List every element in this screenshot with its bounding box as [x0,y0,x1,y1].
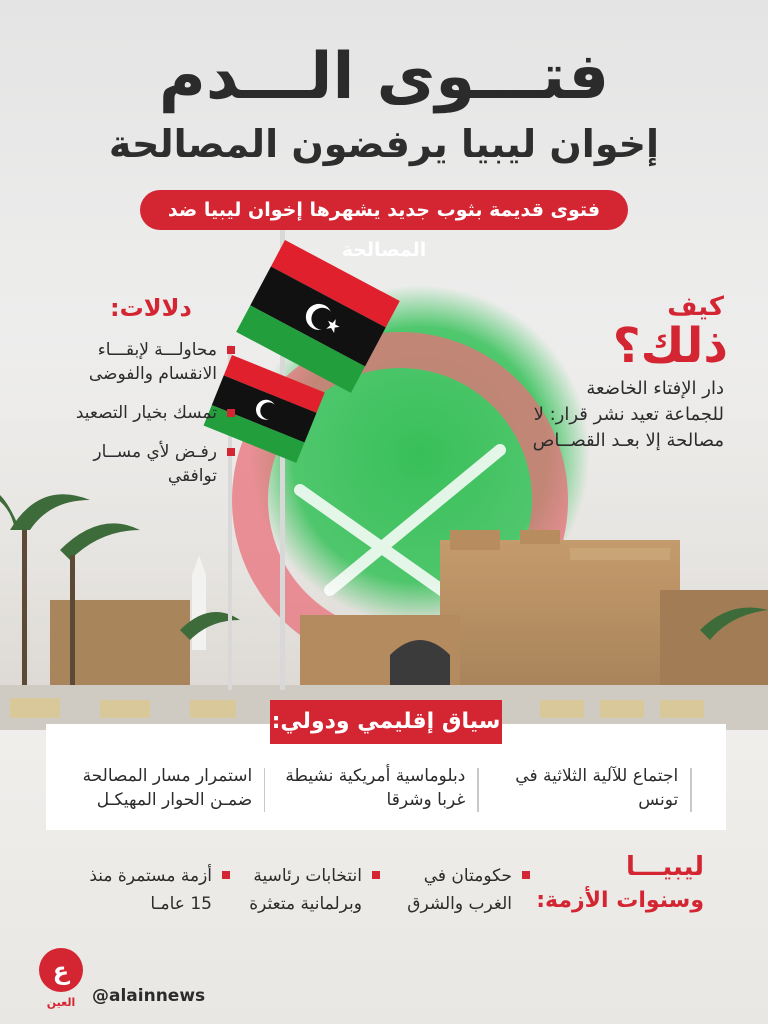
divider [264,768,265,812]
indication-item: رفـض لأي مســار توافقي [40,440,235,488]
square-bullet-icon [372,871,380,879]
context-item: استمرار مسار المصالحة ضمـن الحوار المهيكـل [66,764,279,830]
how-label-big: ذلك؟ [612,318,728,374]
square-bullet-icon [227,409,235,417]
how-description: دار الإفتاء الخاضعة للجماعة تعيد نشر قرار: لا مصالحة إلا بعـد القصــاص [532,378,724,451]
page-title: فتـــوى الـــدم [158,40,610,114]
crisis-item: حكومتان في الغرب والشرق [380,862,530,918]
tagline-banner: فتوى قديمة بثوب جديد يشهرها إخوان ليبيا ضد المصالحة [140,190,628,230]
square-bullet-icon [227,346,235,354]
context-item: دبلوماسية أمريكية نشيطة غربا وشرقا [279,764,492,830]
crisis-item: أزمة مستمرة منذ 15 عامـا [80,862,230,918]
divider [690,768,692,812]
indication-item: محاولـــة لإبقـــاء الانقسام والفوضى [40,338,235,386]
alain-logo-icon [34,946,88,1012]
context-title: سياق إقليمي ودولي: [270,700,502,744]
divider [477,768,478,812]
social-handle: @alainnews [92,986,206,1006]
context-item: اجتماع للآلية الثلاثية في تونس [493,764,706,830]
page-subtitle: إخوان ليبيا يرفضون المصالحة [108,122,660,166]
svg-text:ع: ع [52,957,70,985]
crisis-title-line1: ليبيـــا [625,852,704,882]
square-bullet-icon [522,871,530,879]
crisis-title-line2: وسنوات الأزمة: [536,888,704,913]
square-bullet-icon [222,871,230,879]
indication-item: تمسك بخيار التصعيد [40,401,235,425]
indications-title: دلالات: [110,294,192,322]
crisis-list [80,862,530,918]
how-label-small: كيف [667,292,724,322]
crisis-item: انتخابات رئاسية وبرلمانية متعثرة [230,862,380,918]
square-bullet-icon [227,448,235,456]
svg-text:العين: العين [46,996,76,1009]
indications-list [40,338,235,503]
